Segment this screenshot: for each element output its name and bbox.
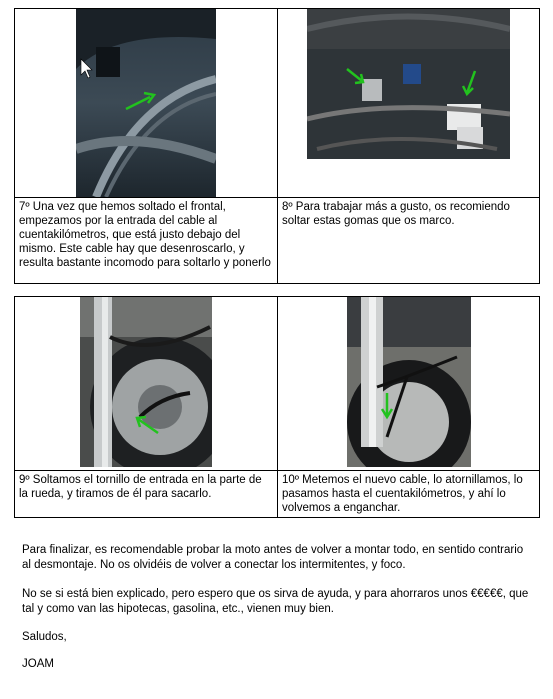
- steps-table-2: [14, 296, 540, 518]
- steps-table-1: [14, 8, 540, 284]
- step-9-photo-cell: [15, 297, 277, 470]
- step-10-photo: [347, 297, 471, 467]
- step-7-caption: 7º Una vez que hemos soltado el frontal, empezamos por la entrada del cable al cuentakilómetros, que está justo debajo del mismo. Este cable hay que desenroscarlo, y resulta bastante incomodo para soltarlo y ponerlo: [19, 201, 271, 269]
- step-8-photo-cell: [277, 9, 539, 197]
- step-10-caption: 10º Metemos el nuevo cable, lo atornillamos, lo pasamos hasta el cuentakilómetros, y ahí lo volvemos a enganchar.: [277, 471, 539, 518]
- step-7-photo-cell: [15, 9, 277, 197]
- greeting: Saludos,: [22, 631, 67, 643]
- step-8-photo: [307, 9, 510, 159]
- step-9-caption: 9º Soltamos el tornillo de entrada en la parte de la rueda, y tiramos de él para sacarlo.: [19, 474, 262, 500]
- signature: JOAM: [22, 658, 54, 670]
- step-7-photo: [76, 9, 216, 197]
- closing-paragraph-2: No se si está bien explicado, pero espero que os sirva de ayuda, y para ahorraros unos €€€€€, que tal y como van las hipotecas, gasolina, etc., vienen muy bien.: [22, 588, 529, 615]
- step-10-photo-cell: [277, 297, 539, 470]
- step-9-photo: [80, 297, 212, 467]
- step-8-caption: 8º Para trabajar más a gusto, os recomiendo soltar estas gomas que os marco.: [277, 198, 539, 284]
- closing-paragraph-1: Para finalizar, es recomendable probar la moto antes de volver a montar todo, en sentido contrario al desmontaje. No os olvidéis de volver a conectar los intermitentes, y foco.: [22, 544, 524, 571]
